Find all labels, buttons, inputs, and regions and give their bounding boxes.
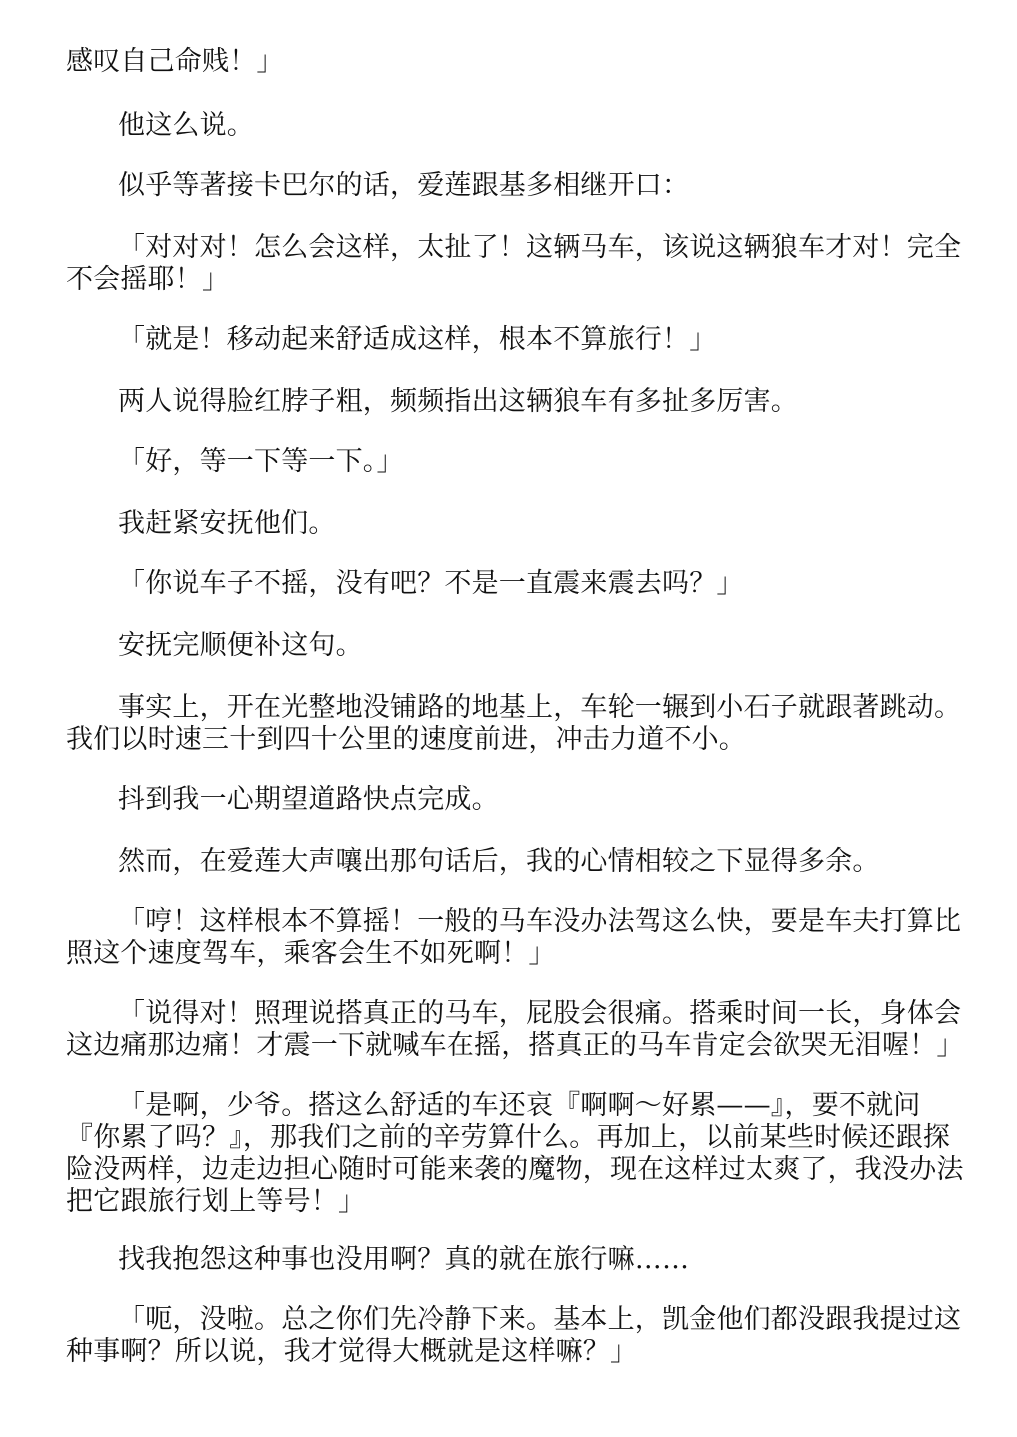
paragraph <box>118 1244 689 1276</box>
paragraph <box>118 170 689 202</box>
text-line: 「说得对！照理说搭真正的马车，屁股会很痛。搭乘时间一长，身体会 <box>118 998 962 1029</box>
text-line: 种事啊？所以说，我才觉得大概就是这样嘛？」 <box>66 1336 638 1367</box>
text-line: 我们以时速三十到四十公里的速度前进，冲击力道不小。 <box>66 724 746 755</box>
text-line: 抖到我一心期望道路快点完成。 <box>118 784 499 815</box>
paragraph <box>66 46 284 78</box>
text-line: 我赶紧安抚他们。 <box>118 508 336 539</box>
text-line: 他这么说。 <box>118 110 254 141</box>
text-line: 「呃，没啦。总之你们先冷静下来。基本上，凯金他们都没跟我提过这 <box>118 1304 962 1335</box>
text-line: 然而，在爱莲大声嚷出那句话后，我的心情相较之下显得多余。 <box>118 846 880 877</box>
text-line: 『你累了吗？』，那我们之前的辛劳算什么。再加上，以前某些时候还跟探 <box>66 1122 951 1153</box>
text-line: 险没两样，边走边担心随时可能来袭的魔物，现在这样过太爽了，我没办法 <box>66 1154 964 1185</box>
text-line: 感叹自己命贱！」 <box>66 46 284 77</box>
paragraph <box>118 110 254 142</box>
text-line: 不会摇耶！」 <box>66 264 230 295</box>
text-line: 「哼！这样根本不算摇！一般的马车没办法驾这么快，要是车夫打算比 <box>118 906 962 937</box>
text-line: 「对对对！怎么会这样，太扯了！这辆马车，该说这辆狼车才对！完全 <box>118 232 962 263</box>
text-line: 这边痛那边痛！才震一下就喊车在摇，搭真正的马车肯定会欲哭无泪喔！」 <box>66 1030 964 1061</box>
paragraph <box>118 508 336 540</box>
text-line: 似乎等著接卡巴尔的话，爱莲跟基多相继开口： <box>118 170 690 201</box>
paragraph <box>66 1090 964 1218</box>
text-line: 「就是！移动起来舒适成这样，根本不算旅行！」 <box>118 324 717 355</box>
text-line: 找我抱怨这种事也没用啊？真的就在旅行嘛…… <box>118 1244 690 1275</box>
paragraph <box>118 630 363 662</box>
text-line: 把它跟旅行划上等号！」 <box>66 1186 366 1217</box>
paragraph <box>66 692 962 756</box>
text-line: 两人说得脸红脖子粗，频频指出这辆狼车有多扯多厉害。 <box>118 386 798 417</box>
text-line: 事实上，开在光整地没铺路的地基上，车轮一辗到小石子就跟著跳动。 <box>118 692 962 723</box>
text-line: 「你说车子不摇，没有吧？不是一直震来震去吗？」 <box>118 568 744 599</box>
paragraph <box>118 446 404 478</box>
paragraph <box>118 568 744 600</box>
text-line: 「是啊，少爷。搭这么舒适的车还哀『啊啊～好累——』，要不就问 <box>118 1090 921 1121</box>
paragraph <box>118 784 499 816</box>
text-line: 照这个速度驾车，乘客会生不如死啊！」 <box>66 938 556 969</box>
paragraph <box>118 386 798 418</box>
paragraph <box>66 1304 962 1368</box>
paragraph <box>118 324 716 356</box>
paragraph <box>66 232 962 296</box>
text-line: 「好，等一下等一下。」 <box>118 446 404 477</box>
paragraph <box>66 998 964 1062</box>
text-line: 安抚完顺便补这句。 <box>118 630 363 661</box>
paragraph <box>66 906 962 970</box>
paragraph <box>118 846 880 878</box>
